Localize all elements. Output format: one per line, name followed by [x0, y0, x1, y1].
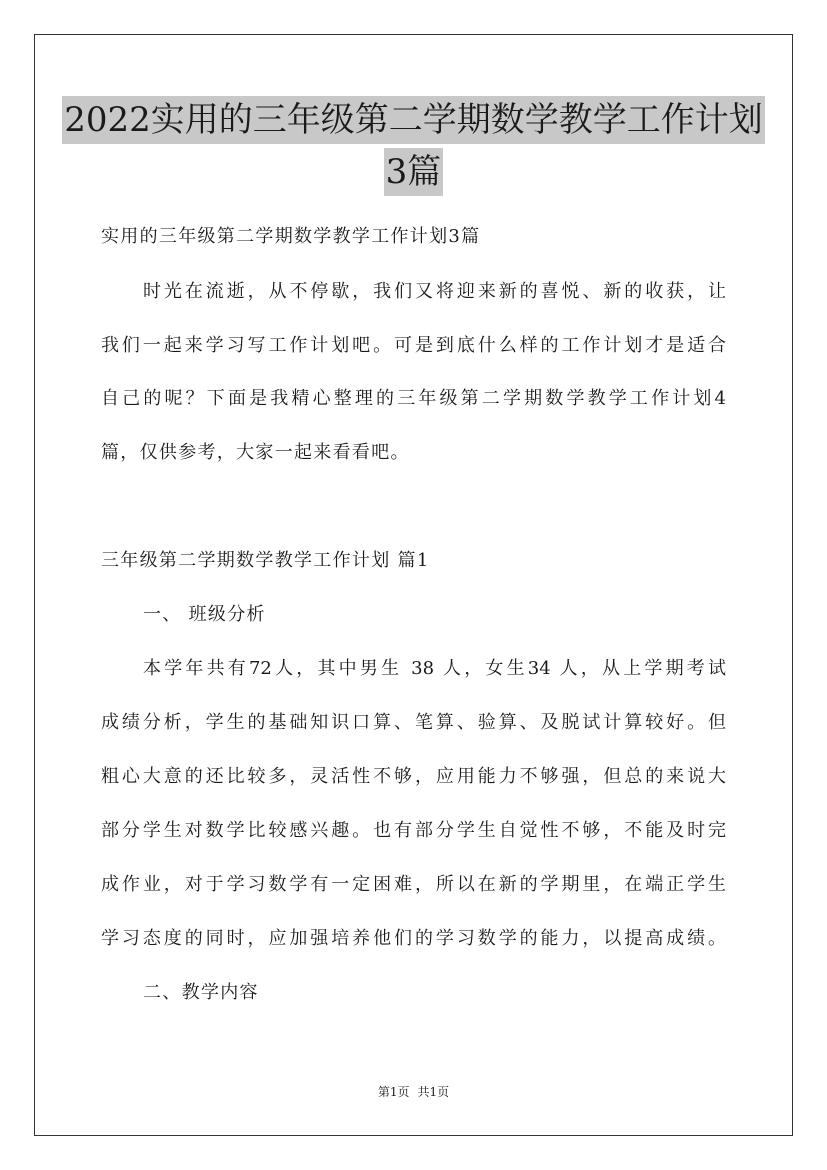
section-heading: 三年级第二学期数学教学工作计划 篇1	[101, 550, 430, 571]
document-title	[0, 96, 827, 196]
analysis-line-5: 成作业，对于学习数学有一定困难，所以在新的学期里，在端正学生	[101, 874, 726, 895]
analysis-line-6: 学习态度的同时，应加强培养他们的学习数学的能力，以提高成绩。	[101, 928, 726, 949]
page-total: 共1页	[417, 1085, 450, 1099]
analysis-line-3: 粗心大意的还比较多，灵活性不够，应用能力不够强，但总的来说大	[101, 766, 726, 787]
analysis-line-4: 部分学生对数学比较感兴趣。也有部分学生自觉性不够，不能及时完	[101, 820, 726, 841]
title-line-1: 2022实用的三年级第二学期数学教学工作计划	[62, 96, 765, 144]
page-footer	[0, 1083, 827, 1100]
analysis-line-2: 成绩分析，学生的基础知识口算、笔算、验算、及脱试计算较好。但	[101, 712, 726, 733]
title-line-2: 3篇	[384, 148, 444, 196]
intro-line-3: 自己的呢？下面是我精心整理的三年级第二学期数学教学工作计划4	[101, 388, 726, 409]
intro-line-1: 时光在流逝，从不停歇，我们又将迎来新的喜悦、新的收获，让	[143, 281, 726, 302]
page-border	[34, 34, 793, 1136]
page-number: 第1页	[377, 1085, 410, 1099]
subtitle: 实用的三年级第二学期数学教学工作计划3篇	[101, 226, 481, 247]
intro-line-4: 篇，仅供参考，大家一起来看看吧。	[101, 442, 410, 463]
sub-heading-teaching-content: 二、教学内容	[143, 982, 259, 1003]
sub-heading-class-analysis: 一、 班级分析	[143, 604, 266, 625]
analysis-line-1: 本学年共有72人，其中男生 38 人，女生34 人，从上学期考试	[143, 658, 726, 679]
intro-line-2: 我们一起来学习写工作计划吧。可是到底什么样的工作计划才是适合	[101, 335, 726, 356]
